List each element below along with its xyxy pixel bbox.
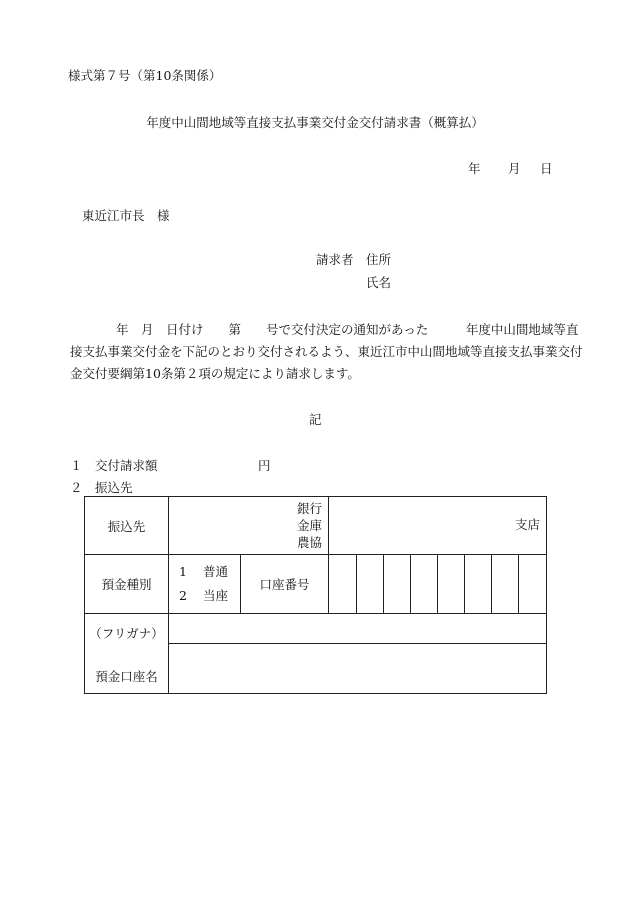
account-digit-1[interactable] <box>329 555 357 614</box>
account-name-field[interactable] <box>169 644 547 694</box>
deposit-type-current: 2 当座 <box>179 588 229 603</box>
item-1-unit: 円 <box>258 458 271 473</box>
account-digit-6[interactable] <box>465 555 492 614</box>
ki-heading: 記 <box>309 412 322 427</box>
bank-type-kinko: 金庫 <box>297 518 323 533</box>
requester-address-label: 住所 <box>366 252 392 267</box>
deposit-type-label-cell: 預金種別 <box>85 555 169 614</box>
requester-name-label: 氏名 <box>366 275 392 290</box>
item-1-label: 交付請求額 <box>95 458 158 473</box>
request-body <box>70 319 583 385</box>
account-digit-2[interactable] <box>357 555 384 614</box>
requester-label: 請求者 <box>316 252 354 267</box>
bank-type-bank: 銀行 <box>297 501 323 516</box>
account-name-label: 預金口座名 <box>95 668 158 684</box>
branch-label: 支店 <box>515 517 541 532</box>
date-day-label: 日 <box>540 161 553 176</box>
account-digit-8[interactable] <box>519 555 547 614</box>
deposit-type-ordinary: 1 普通 <box>179 564 229 579</box>
addressee: 東近江市長 様 <box>82 208 170 223</box>
account-digit-3[interactable] <box>384 555 411 614</box>
furigana-label: （フリガナ） <box>89 625 164 641</box>
form-number: 様式第７号（第10条関係） <box>68 68 222 83</box>
item-1-number: １ <box>70 458 83 473</box>
bank-transfer-table <box>84 496 547 694</box>
date-year-label: 年 <box>468 161 481 176</box>
deposit-type-options[interactable] <box>169 555 241 614</box>
date-month-label: 月 <box>508 161 521 176</box>
body-line-3: 金交付要綱第10条第２項の規定により請求します。 <box>70 366 360 381</box>
branch-name-field[interactable] <box>329 497 547 555</box>
account-digit-5[interactable] <box>438 555 465 614</box>
document-title: 年度中山間地域等直接支払事業交付金交付請求書（概算払） <box>146 115 484 130</box>
item-2-number: ２ <box>70 480 83 495</box>
account-digit-4[interactable] <box>411 555 438 614</box>
account-name-label-cell <box>85 614 169 694</box>
bank-name-field[interactable] <box>169 497 329 555</box>
furigana-field[interactable] <box>169 614 547 644</box>
bank-type-nokyo: 農協 <box>297 535 323 550</box>
item-2-label: 振込先 <box>95 480 133 495</box>
body-line-1: 年 月 日付け 第 号で交付決定の通知があった 年度中山間地域等直 <box>116 322 579 337</box>
account-number-label-cell: 口座番号 <box>241 555 329 614</box>
account-digit-7[interactable] <box>492 555 519 614</box>
body-line-2: 接支払事業交付金を下記のとおり交付されるよう、東近江市中山間地域等直接支払事業交付 <box>70 344 583 359</box>
transfer-label-cell: 振込先 <box>85 497 169 555</box>
